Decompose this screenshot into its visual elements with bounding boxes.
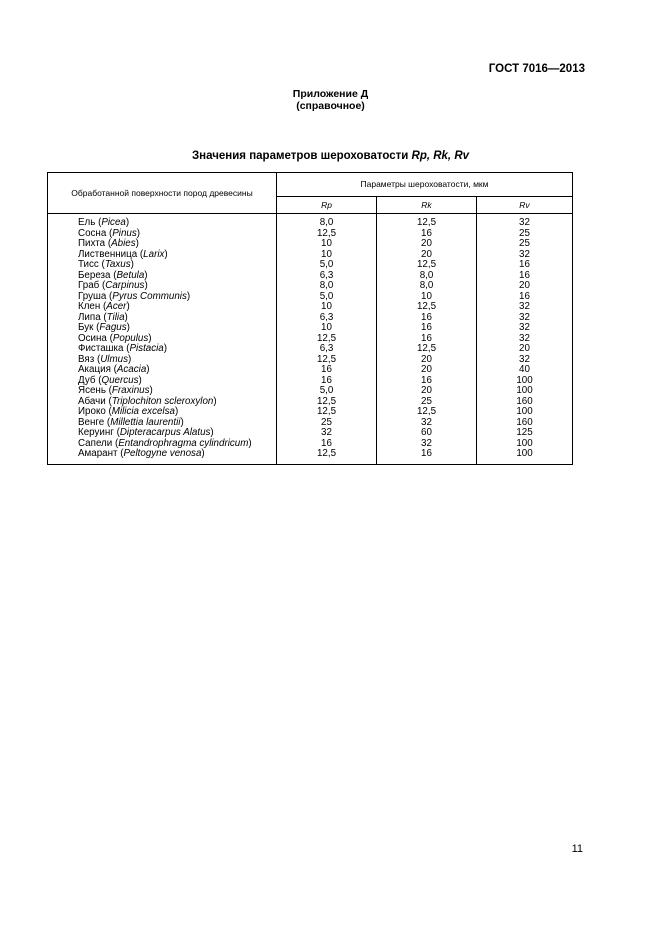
- species-name: Вяз: [78, 353, 95, 365]
- species-name: Пихта: [78, 238, 106, 249]
- species-name: Граб: [78, 280, 100, 291]
- species-latin: Milicia excelsa: [111, 406, 175, 417]
- species-cell: Ясень (Fraxinus): [48, 386, 277, 397]
- value-rv: 100: [477, 439, 573, 450]
- table-body: [48, 214, 573, 465]
- species-cell: Венге (Millettia laurentii): [48, 418, 277, 429]
- value-rv: 100: [477, 407, 573, 418]
- value-rv: 20: [477, 344, 573, 355]
- value-rk: 20: [377, 239, 477, 250]
- value-rv: 100: [477, 449, 573, 464]
- header-surface: Обработанной поверхности пород древесины: [48, 173, 277, 214]
- species-name: Фисташка: [78, 343, 124, 354]
- species-cell: Амарант (Peltogyne venosa): [48, 449, 277, 464]
- value-rk: 12,5: [377, 302, 477, 313]
- species-name: Венге: [78, 416, 105, 428]
- value-rp: 16: [277, 376, 377, 387]
- value-rv: 32: [477, 334, 573, 345]
- species-cell: Сосна (Pinus): [48, 229, 277, 240]
- table-caption: [0, 150, 661, 162]
- value-rk: 16: [377, 229, 477, 240]
- value-rp: 8,0: [277, 214, 377, 229]
- species-name: Ироко: [78, 406, 106, 417]
- species-latin: Acacia: [116, 364, 147, 375]
- species-cell: Бук (Fagus): [48, 323, 277, 334]
- value-rk: 8,0: [377, 281, 477, 292]
- value-rk: 32: [377, 418, 477, 429]
- species-name: Дуб: [78, 374, 96, 386]
- species-name: Клен: [78, 301, 101, 312]
- value-rp: 12,5: [277, 407, 377, 418]
- table-row: [48, 449, 573, 464]
- value-rk: 12,5: [377, 407, 477, 418]
- species-name: Сапели: [78, 437, 113, 449]
- value-rv: 16: [477, 292, 573, 303]
- value-rv: 25: [477, 239, 573, 250]
- value-rk: 12,5: [377, 260, 477, 271]
- value-rk: 20: [377, 365, 477, 376]
- species-name: Бук: [78, 322, 94, 333]
- value-rv: 32: [477, 302, 573, 313]
- value-rv: 32: [477, 313, 573, 324]
- species-latin: Peltogyne venosa: [123, 448, 202, 459]
- table-row: [48, 302, 573, 313]
- species-name: Тисс: [78, 259, 99, 270]
- value-rv: 16: [477, 271, 573, 282]
- species-latin: Quercus: [101, 374, 139, 386]
- species-latin: Millettia laurentii: [110, 416, 181, 428]
- species-cell: Керуинг (Dipteracarpus Alatus): [48, 428, 277, 439]
- species-latin: Betula: [116, 269, 145, 281]
- value-rp: 5,0: [277, 386, 377, 397]
- species-cell: Акация (Acacia): [48, 365, 277, 376]
- species-cell: Осина (Populus): [48, 334, 277, 345]
- species-cell: Береза (Betula): [48, 271, 277, 282]
- species-latin: Taxus: [104, 259, 131, 270]
- species-name: Амарант: [78, 448, 118, 459]
- species-cell: Груша (Pyrus Communis): [48, 292, 277, 303]
- value-rp: 12,5: [277, 355, 377, 366]
- value-rp: 10: [277, 302, 377, 313]
- species-cell: Лиственница (Larix): [48, 250, 277, 261]
- species-name: Береза: [78, 269, 111, 281]
- value-rp: 25: [277, 418, 377, 429]
- species-cell: Абачи (Triplochiton scleroxylon): [48, 397, 277, 408]
- roughness-table: [47, 172, 573, 465]
- header-rv: Rv: [477, 196, 573, 213]
- annex-subtitle: (справочное): [296, 100, 365, 112]
- value-rp: 6,3: [277, 313, 377, 324]
- species-latin: Abies: [111, 238, 136, 249]
- annex-title: Приложение Д: [292, 88, 369, 100]
- value-rv: 100: [477, 386, 573, 397]
- value-rv: 40: [477, 365, 573, 376]
- value-rk: 8,0: [377, 271, 477, 282]
- value-rp: 16: [277, 439, 377, 450]
- value-rk: 12,5: [377, 214, 477, 229]
- value-rk: 16: [377, 313, 477, 324]
- value-rk: 16: [377, 323, 477, 334]
- value-rp: 12,5: [277, 449, 377, 464]
- species-latin: Picea: [101, 217, 126, 228]
- species-cell: Ироко (Milicia excelsa): [48, 407, 277, 418]
- species-name: Ясень: [78, 385, 106, 396]
- species-latin: Ulmus: [100, 353, 128, 365]
- value-rk: 32: [377, 439, 477, 450]
- species-latin: Entandrophragma cylindricum: [118, 437, 249, 449]
- value-rk: 16: [377, 449, 477, 464]
- value-rv: 32: [477, 214, 573, 229]
- species-latin: Triplochiton scleroxylon: [111, 395, 214, 407]
- species-cell: Ель (Picea): [48, 214, 277, 229]
- table-row: [48, 214, 573, 229]
- species-cell: Дуб (Quercus): [48, 376, 277, 387]
- species-name: Акация: [78, 364, 111, 375]
- value-rk: 20: [377, 250, 477, 261]
- value-rp: 6,3: [277, 271, 377, 282]
- value-rk: 60: [377, 428, 477, 439]
- value-rv: 20: [477, 281, 573, 292]
- species-name: Лиственница: [78, 248, 138, 260]
- value-rv: 160: [477, 397, 573, 408]
- species-latin: Larix: [143, 248, 165, 260]
- species-latin: Acer: [106, 301, 127, 312]
- species-cell: Клен (Acer): [48, 302, 277, 313]
- value-rv: 32: [477, 250, 573, 261]
- header-rk: Rk: [377, 196, 477, 213]
- species-latin: Fagus: [99, 322, 127, 333]
- species-latin: Pyrus Communis: [112, 290, 187, 302]
- species-latin: Carpinus: [105, 280, 145, 291]
- annex-heading: [0, 88, 661, 112]
- value-rp: 10: [277, 250, 377, 261]
- value-rk: 20: [377, 386, 477, 397]
- value-rp: 6,3: [277, 344, 377, 355]
- page-number: 11: [571, 843, 583, 855]
- species-cell: Граб (Carpinus): [48, 281, 277, 292]
- species-latin: Fraxinus: [111, 385, 150, 396]
- species-latin: Dipteracarpus Alatus: [119, 427, 211, 438]
- header-params-group: Параметры шероховатости, мкм: [277, 173, 573, 197]
- value-rp: 5,0: [277, 260, 377, 271]
- value-rp: 12,5: [277, 229, 377, 240]
- value-rv: 32: [477, 323, 573, 334]
- value-rk: 12,5: [377, 344, 477, 355]
- species-cell: Фисташка (Pistacia): [48, 344, 277, 355]
- species-latin: Pistacia: [129, 343, 164, 354]
- value-rv: 160: [477, 418, 573, 429]
- value-rp: 5,0: [277, 292, 377, 303]
- value-rp: 32: [277, 428, 377, 439]
- species-cell: Тисс (Taxus): [48, 260, 277, 271]
- species-name: Осина: [78, 332, 107, 344]
- value-rk: 25: [377, 397, 477, 408]
- value-rk: 16: [377, 334, 477, 345]
- species-name: Керуинг: [78, 427, 114, 438]
- species-latin: Pinus: [112, 227, 137, 239]
- species-name: Липа: [78, 311, 101, 323]
- value-rp: 8,0: [277, 281, 377, 292]
- value-rv: 16: [477, 260, 573, 271]
- value-rp: 10: [277, 239, 377, 250]
- value-rp: 10: [277, 323, 377, 334]
- standard-code: ГОСТ 7016—2013: [488, 63, 585, 75]
- header-rp: Rp: [277, 196, 377, 213]
- species-cell: Сапели (Entandrophragma cylindricum): [48, 439, 277, 450]
- species-cell: Липа (Tilia): [48, 313, 277, 324]
- species-name: Груша: [78, 290, 107, 302]
- species-name: Сосна: [78, 227, 107, 239]
- value-rv: 25: [477, 229, 573, 240]
- species-latin: Populus: [112, 332, 149, 344]
- value-rv: 125: [477, 428, 573, 439]
- species-latin: Tilia: [106, 311, 125, 323]
- value-rk: 10: [377, 292, 477, 303]
- species-name: Абачи: [78, 395, 106, 407]
- table-caption-params: Rp, Rk, Rv: [411, 150, 470, 162]
- species-cell: Вяз (Ulmus): [48, 355, 277, 366]
- value-rp: 16: [277, 365, 377, 376]
- species-name: Ель: [78, 217, 96, 228]
- value-rv: 32: [477, 355, 573, 366]
- value-rv: 100: [477, 376, 573, 387]
- value-rk: 16: [377, 376, 477, 387]
- species-cell: Пихта (Abies): [48, 239, 277, 250]
- value-rk: 20: [377, 355, 477, 366]
- value-rp: 12,5: [277, 334, 377, 345]
- value-rp: 12,5: [277, 397, 377, 408]
- table-caption-text: Значения параметров шероховатости: [191, 150, 409, 162]
